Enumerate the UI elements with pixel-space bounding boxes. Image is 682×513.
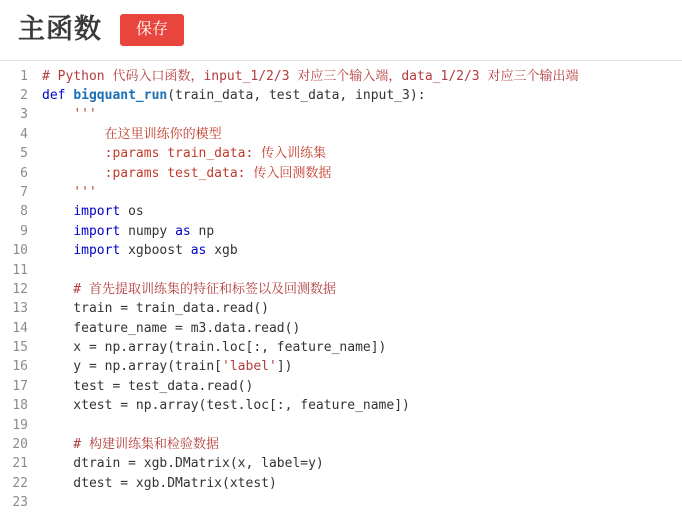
code-token-doc: ''' (73, 107, 97, 123)
code-token-comment: # 首先提取训练集的特征和标签以及回测数据 (42, 281, 336, 297)
line-number: 14 (12, 320, 28, 336)
code-token-plain: ]) (276, 359, 293, 375)
line-number: 12 (12, 281, 28, 297)
line-number: 17 (12, 378, 28, 394)
code-token-keyword: def (42, 87, 74, 103)
code-line[interactable] (42, 396, 682, 415)
code-token-plain: np (190, 223, 215, 239)
line-number: 23 (12, 495, 28, 511)
code-line[interactable] (42, 241, 682, 260)
code-token-plain: train = train_data.read() (42, 301, 269, 317)
line-number: 1 (20, 68, 28, 84)
code-token-plain: xtest = np.array(test.loc[:, feature_name]) (42, 398, 410, 414)
line-number: 10 (12, 243, 28, 259)
code-token-doc: :params train_data: 传入训练集 (42, 146, 327, 162)
code-token-string: 'label' (222, 359, 277, 375)
line-number: 13 (12, 301, 28, 317)
code-token-plain: feature_name = m3.data.read() (42, 320, 301, 336)
code-line[interactable] (42, 493, 682, 512)
line-number: 9 (20, 223, 28, 239)
line-number: 21 (12, 456, 28, 472)
code-line[interactable] (42, 377, 682, 396)
code-token-plain (42, 107, 73, 122)
code-line[interactable] (42, 164, 682, 183)
line-number: 6 (20, 165, 28, 181)
line-number: 22 (12, 475, 28, 491)
code-token-plain: xgboost (120, 243, 191, 259)
code-token-plain: os (120, 204, 144, 220)
page-title: 主函数 (18, 14, 102, 45)
code-line[interactable] (42, 319, 682, 338)
line-number: 19 (12, 417, 28, 433)
code-token-plain: x = np.array(train.loc[:, feature_name]) (42, 340, 387, 356)
code-token-keyword: as (175, 223, 191, 239)
code-line[interactable] (42, 67, 682, 86)
code-line[interactable] (42, 86, 682, 105)
code-token-plain: test = test_data.read() (42, 378, 254, 394)
code-line[interactable] (42, 416, 682, 435)
code-token-comment: # 构建训练集和检验数据 (42, 437, 219, 453)
line-number-gutter (0, 61, 34, 511)
code-line[interactable] (42, 125, 682, 144)
code-line[interactable] (42, 202, 682, 221)
code-line[interactable] (42, 280, 682, 299)
code-token-plain (42, 204, 73, 219)
line-number: 3 (20, 107, 28, 123)
code-token-doc: 在这里训练你的模型 (42, 126, 222, 142)
code-token-doc: ''' (42, 184, 97, 200)
code-line[interactable] (42, 183, 682, 202)
line-number: 5 (20, 146, 28, 162)
line-number: 18 (12, 398, 28, 414)
save-button[interactable]: 保存 (120, 14, 184, 46)
line-number: 20 (12, 437, 28, 453)
code-token-doc: :params test_data: 传入回测数据 (42, 165, 332, 181)
line-number: 2 (20, 87, 28, 103)
code-token-keyword: import (73, 223, 121, 239)
code-line[interactable] (42, 105, 682, 124)
code-token-func: bigquant_run (73, 87, 168, 103)
code-token-plain (42, 243, 73, 258)
code-line[interactable] (42, 222, 682, 241)
code-line[interactable] (42, 338, 682, 357)
code-line[interactable] (42, 261, 682, 280)
code-token-plain: (train_data, test_data, input_3): (167, 87, 426, 103)
code-token-keyword: import (73, 243, 121, 259)
code-editor[interactable] (0, 60, 682, 511)
code-token-plain: y = np.array(train[ (42, 359, 223, 375)
code-line[interactable] (42, 144, 682, 163)
line-number: 11 (12, 262, 28, 278)
code-line[interactable] (42, 299, 682, 318)
code-line[interactable] (42, 474, 682, 493)
code-token-plain: xgb (206, 243, 238, 259)
code-token-comment: # Python 代码入口函数，input_1/2/3 对应三个输入端，data_1/2/3 对应三个输出端 (42, 68, 579, 84)
code-token-keyword: as (190, 243, 207, 259)
code-line[interactable] (42, 357, 682, 376)
code-token-plain: dtrain = xgb.DMatrix(x, label=y) (42, 456, 324, 472)
code-token-plain: dtest = xgb.DMatrix(xtest) (42, 475, 277, 491)
line-number: 4 (20, 126, 28, 142)
editor-header (0, 0, 682, 60)
code-token-plain (42, 224, 73, 239)
code-line[interactable] (42, 454, 682, 473)
code-token-keyword: import (73, 204, 121, 220)
line-number: 8 (20, 204, 28, 220)
code-line[interactable] (42, 435, 682, 454)
code-area[interactable] (34, 61, 682, 491)
line-number: 15 (12, 340, 28, 356)
line-number: 16 (12, 359, 28, 375)
code-token-plain: numpy (120, 223, 176, 239)
line-number: 7 (20, 184, 28, 200)
